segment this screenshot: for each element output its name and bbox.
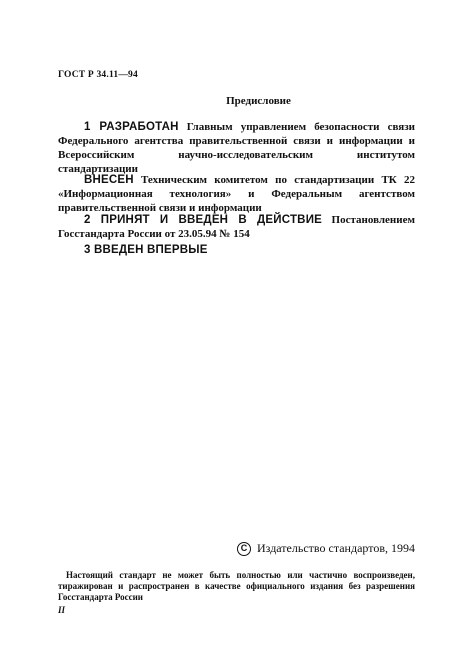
paragraph-text: Постановлением Госстандарта России от 23.05.94 № 154: [58, 214, 415, 240]
preface-title: Предисловие: [226, 95, 291, 107]
preface-paragraph-2: [58, 173, 415, 215]
paragraph-text: Техническим комитетом по стандартизации ТК 22 «Информационная технология» и Федеральным агентством правительственной связи и информации: [58, 174, 415, 214]
preface-paragraph-1: [58, 120, 415, 176]
preface-paragraph-4: [58, 243, 415, 257]
copyright-icon: C: [237, 542, 251, 556]
reproduction-notice: Настоящий стандарт не может быть полностью или частично воспроизведен, тиражирован и распространен в качестве официального издания без разрешения Госстандарта России: [58, 570, 415, 602]
paragraph-lead: 1 РАЗРАБОТАН: [84, 121, 179, 133]
copyright-text: Издательство стандартов, 1994: [257, 541, 415, 555]
paragraph-lead: ВНЕСЕН: [84, 174, 134, 186]
paragraph-lead: 2 ПРИНЯТ И ВВЕДЕН В ДЕЙСТВИЕ: [84, 214, 323, 226]
paragraph-lead: 3 ВВЕДЕН ВПЕРВЫЕ: [84, 244, 208, 256]
document-code: ГОСТ Р 34.11—94: [58, 70, 138, 80]
page-number: II: [58, 605, 66, 615]
copyright-line: [237, 541, 415, 556]
paragraph-text: Главным управлением безопасности связи Федерального агентства правительственной связи и информации и Всероссийским научно-исследовательским институтом стандартизации: [58, 121, 415, 175]
preface-paragraph-3: [58, 213, 415, 241]
